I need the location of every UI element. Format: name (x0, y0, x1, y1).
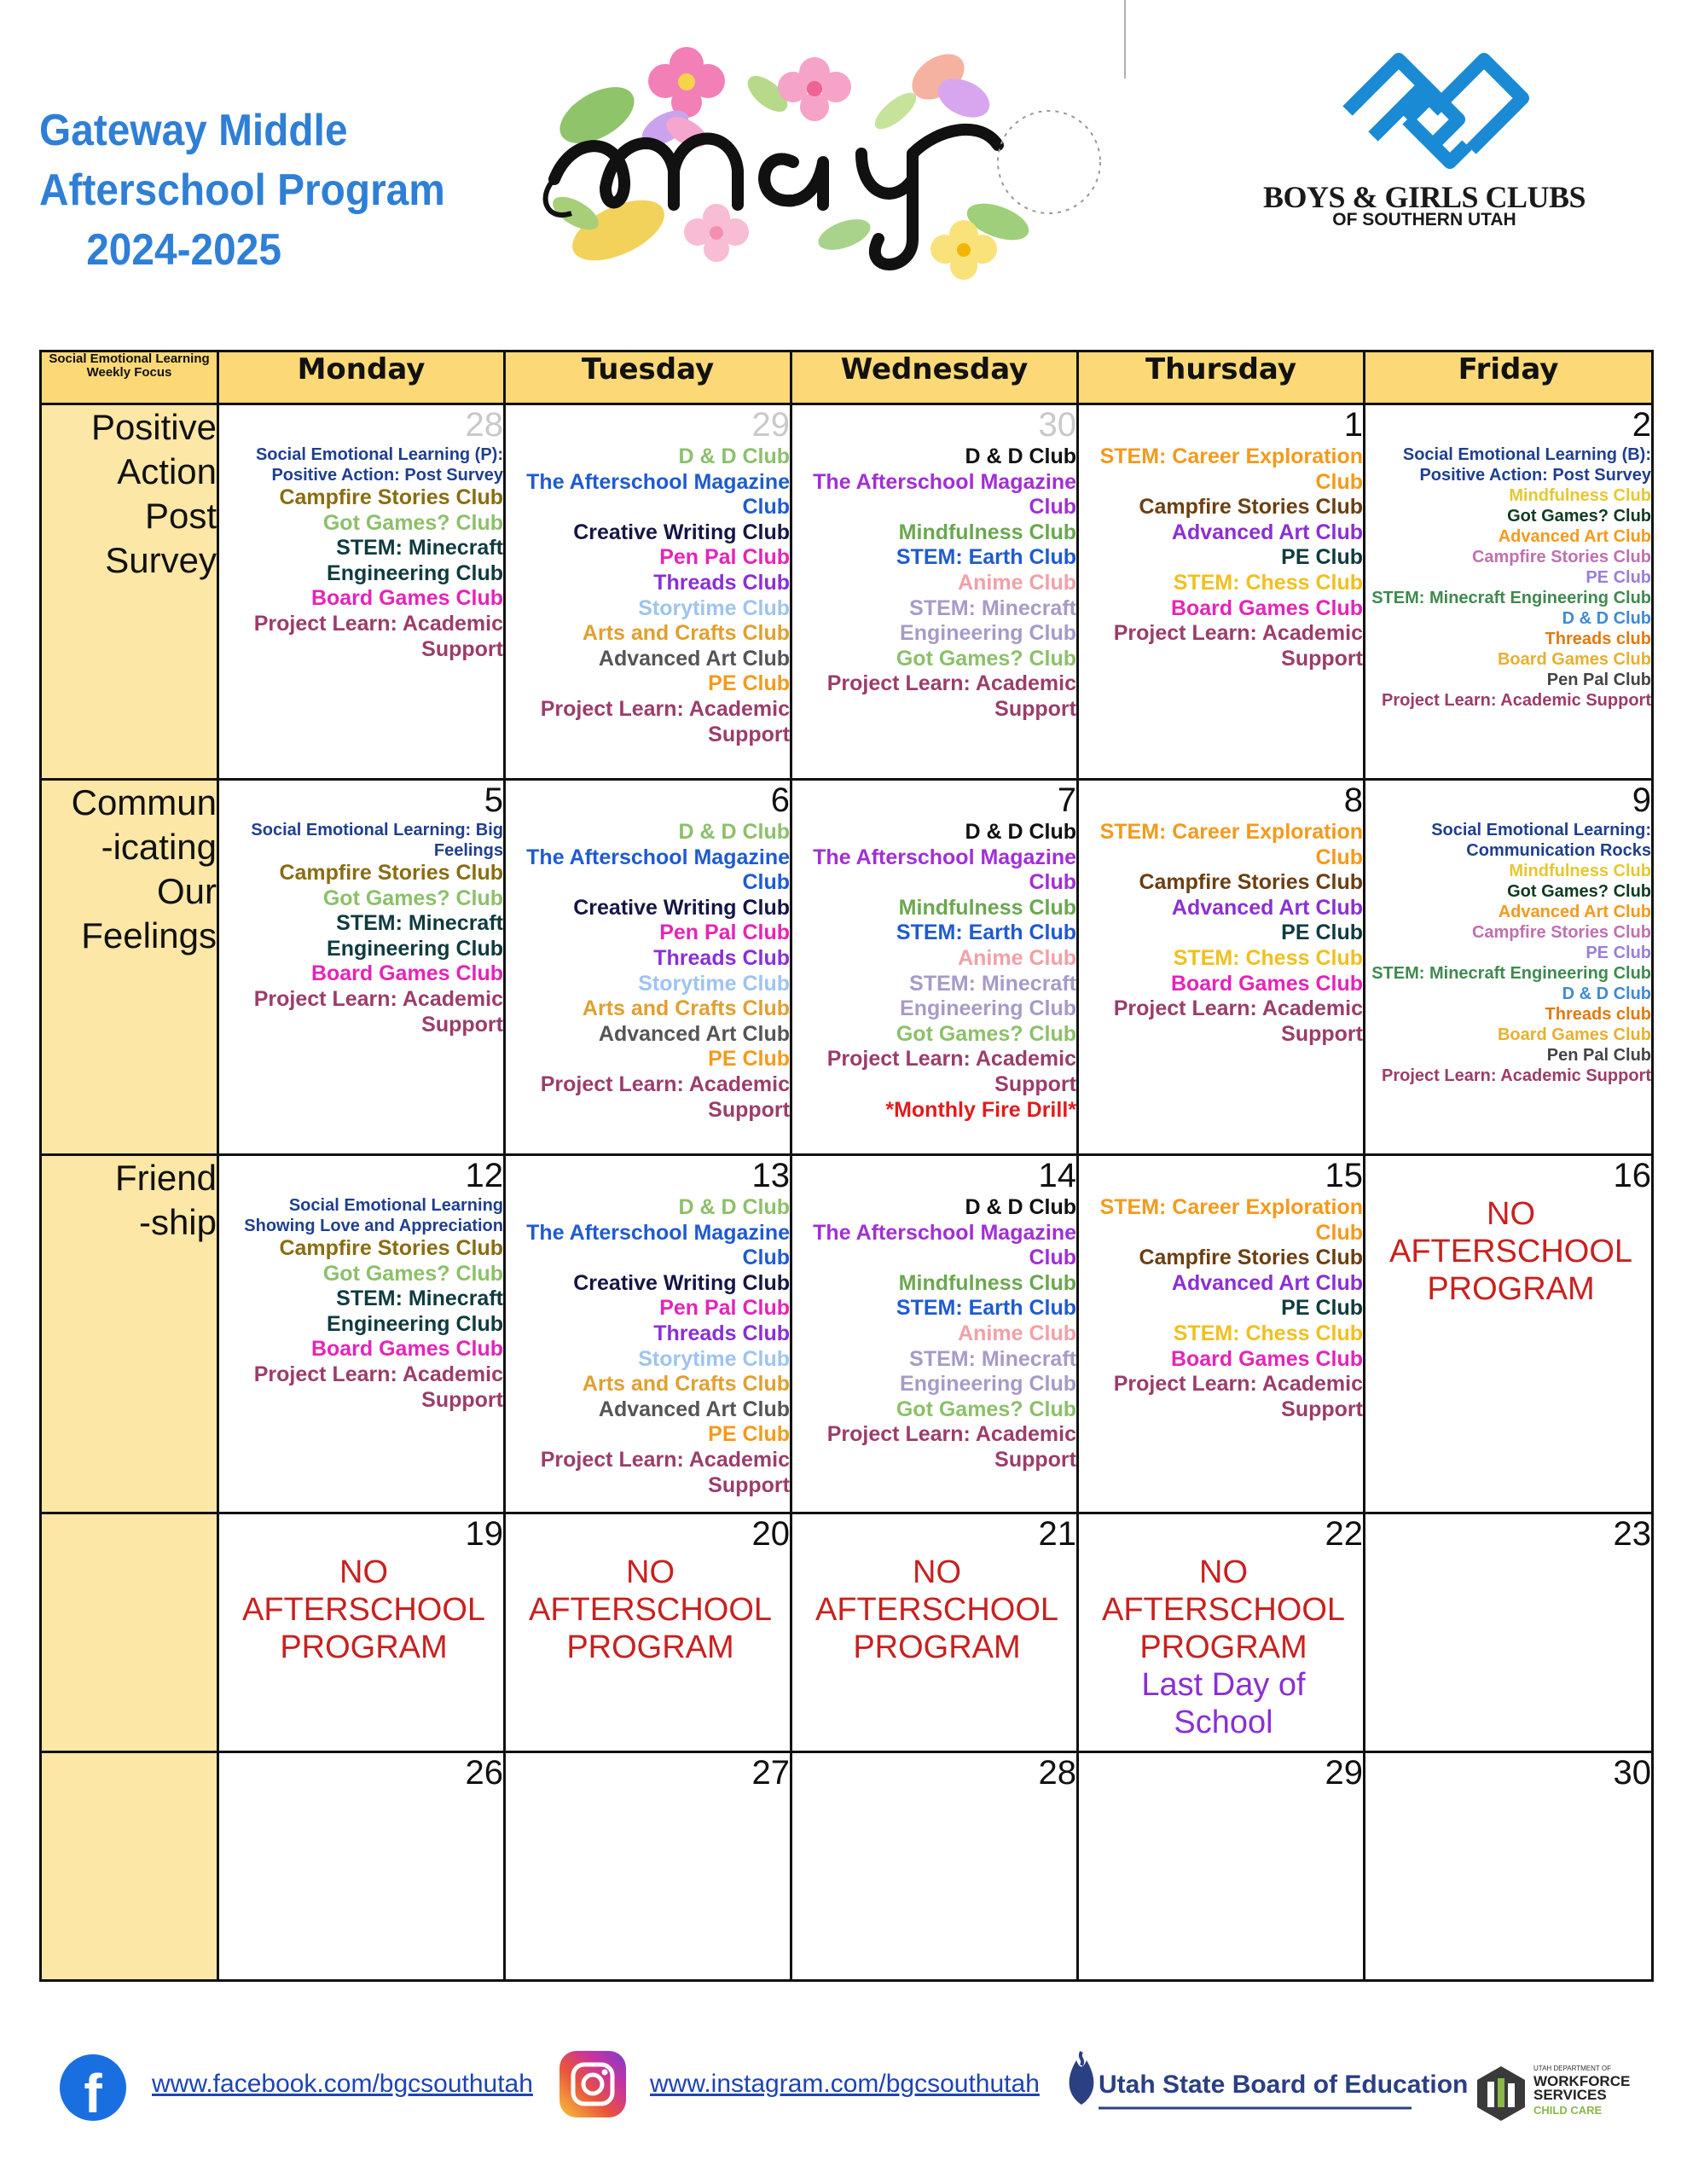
weekly-focus-cell (41, 1513, 218, 1752)
no-program-notice: AFTERSCHOOL (815, 1592, 1059, 1628)
club-event: Got Games? Club (896, 646, 1076, 671)
day-number: 16 (1613, 1157, 1651, 1194)
org-subtitle: OF SOUTHERN UTAH (1332, 210, 1516, 229)
club-event: The Afterschool Magazine Club (813, 469, 1076, 520)
day-number: 5 (484, 781, 503, 819)
club-event: Anime Club (958, 945, 1076, 970)
club-event: STEM: Earth Club (896, 1296, 1076, 1321)
calendar-table (39, 350, 1654, 1982)
top-divider (1124, 0, 1126, 78)
club-event: PE Club (1586, 944, 1651, 962)
no-program-notice: AFTERSCHOOL (528, 1592, 773, 1628)
day-number: 15 (1325, 1157, 1363, 1194)
club-event: Got Games? Club (1507, 507, 1651, 526)
facebook-icon[interactable]: f (60, 2054, 126, 2121)
club-event: STEM: Earth Club (896, 545, 1076, 570)
weekly-focus-cell (41, 404, 218, 780)
no-program-notice: NO (913, 1554, 961, 1590)
day-cell (791, 404, 1078, 780)
club-event: PE Club (708, 671, 790, 696)
day-number: 2 (1632, 406, 1651, 444)
facebook-link[interactable]: www.facebook.com/bgcsouthutah (152, 2070, 533, 2098)
dws-logo-icon (1475, 2065, 1527, 2123)
last-day-notice: Last Day of (1141, 1667, 1306, 1703)
club-event: Campfire Stories Club (1139, 870, 1363, 895)
club-event: Advanced Art Club (1171, 520, 1363, 544)
no-program-notice: AFTERSCHOOL (1101, 1592, 1346, 1628)
club-event: Social Emotional Learning Showing Love and Appreciation (244, 1196, 503, 1235)
instagram-icon[interactable] (559, 2051, 626, 2117)
club-event: STEM: Earth Club (896, 921, 1076, 945)
day-cell (1078, 780, 1365, 1155)
club-event: Board Games Club (1170, 971, 1363, 996)
day-cell (1078, 1752, 1365, 1981)
day-number: 28 (465, 406, 503, 444)
club-event: The Afterschool Magazine Club (526, 1220, 790, 1270)
club-event: Arts and Crafts Club (582, 621, 790, 646)
weekly-focus-line: Friend (114, 1158, 217, 1198)
weekly-focus-cell (41, 1155, 218, 1513)
may-floral-header-art (537, 34, 1117, 282)
club-event: Advanced Art Club (1498, 527, 1651, 546)
week-row (41, 1752, 1653, 1981)
club-event: Project Learn: Academic Support (540, 696, 790, 746)
club-event: STEM: Minecraft Engineering Club (327, 1287, 503, 1336)
last-day-notice: School (1174, 1705, 1273, 1740)
day-number: 19 (465, 1515, 503, 1553)
club-event: The Afterschool Magazine Club (813, 845, 1076, 895)
club-event: Got Games? Club (896, 1397, 1076, 1421)
leaf-icon (869, 87, 921, 136)
club-event: STEM: Minecraft Engineering Club (900, 595, 1076, 646)
club-event: Got Games? Club (896, 1021, 1076, 1046)
club-event: PE Club (708, 1422, 790, 1447)
club-event: Pen Pal Club (659, 545, 790, 570)
day-cell (505, 1155, 791, 1513)
club-event: STEM: Minecraft Engineering Club (327, 536, 503, 585)
club-event: Mindfulness Club (898, 1270, 1076, 1295)
no-program-notice: PROGRAM (280, 1629, 448, 1665)
club-event: Mindfulness Club (1509, 486, 1651, 505)
day-number: 28 (1038, 1754, 1076, 1792)
day-number: 20 (751, 1515, 790, 1553)
instagram-link[interactable]: www.instagram.com/bgcsouthutah (650, 2070, 1040, 2098)
day-cell (218, 780, 505, 1155)
day-header-monday: Monday (218, 351, 505, 404)
no-program-notice: PROGRAM (1139, 1629, 1307, 1665)
club-event: STEM: Career Exploration Club (1099, 820, 1363, 869)
no-program-notice: NO (1199, 1554, 1248, 1590)
club-event: Project Learn: Academic Support (540, 1072, 790, 1122)
club-event: Advanced Art Club (598, 1021, 790, 1046)
no-program-notice: AFTERSCHOOL (241, 1592, 486, 1628)
program-title-line2: Afterschool Program (39, 166, 445, 215)
club-event: Mindfulness Club (1509, 862, 1651, 880)
day-number: 12 (465, 1157, 503, 1194)
day-number: 30 (1038, 406, 1076, 444)
club-event: STEM: Chess Club (1173, 570, 1363, 595)
day-cell (505, 1752, 791, 1981)
day-cell (218, 404, 505, 780)
club-event: Pen Pal Club (659, 921, 790, 945)
program-year: 2024-2025 (86, 225, 281, 275)
weekly-focus-cell (41, 1752, 218, 1981)
club-event: Anime Club (958, 570, 1076, 595)
program-title-line1: Gateway Middle (39, 106, 348, 155)
day-cell (1078, 404, 1365, 780)
club-event: Pen Pal Club (659, 1296, 790, 1321)
club-event: Pen Pal Club (1546, 1046, 1651, 1065)
club-event: D & D Club (678, 1195, 790, 1219)
no-program-notice: NO (626, 1554, 675, 1590)
club-event: Project Learn: Academic Support (1113, 1372, 1363, 1421)
club-event: Project Learn: Academic Support (826, 1047, 1076, 1096)
club-event: Threads club (1545, 630, 1651, 648)
no-program-notice: NO (1487, 1196, 1535, 1232)
club-event: Social Emotional Learning (P): Positive Action: Post Survey (255, 445, 503, 485)
club-event: D & D Club (1562, 609, 1651, 628)
week-row (41, 404, 1653, 780)
day-cell (1365, 1752, 1653, 1981)
club-event: D & D Club (965, 1195, 1076, 1219)
club-event: Arts and Crafts Club (582, 996, 790, 1021)
club-event: STEM: Minecraft Engineering Club (900, 1346, 1076, 1397)
club-event: Project Learn: Academic Support (540, 1447, 790, 1497)
weekly-focus-line: Feelings (81, 915, 217, 956)
dws-title-line2: SERVICES (1533, 2087, 1607, 2103)
dws-child-care: CHILD CARE (1533, 2104, 1603, 2117)
day-number: 14 (1038, 1157, 1076, 1194)
leaf-icon (815, 213, 874, 256)
day-number: 6 (770, 781, 790, 819)
club-event: STEM: Minecraft Engineering Club (327, 911, 503, 961)
club-event: Anime Club (958, 1321, 1076, 1345)
club-event: Campfire Stories Club (1139, 1246, 1363, 1270)
club-event: *Monthly Fire Drill* (885, 1097, 1076, 1122)
club-event: Arts and Crafts Club (582, 1372, 790, 1397)
day-number: 21 (1038, 1515, 1076, 1553)
club-event: Board Games Club (1497, 1025, 1651, 1044)
club-event: Project Learn: Academic Support (1382, 1066, 1651, 1085)
dws-title-line1: WORKFORCE (1533, 2073, 1631, 2089)
day-cell (218, 1752, 505, 1981)
club-event: Creative Writing Club (573, 520, 790, 544)
weekly-focus-line: -icating (101, 827, 217, 867)
program-title (39, 101, 478, 280)
club-event: Advanced Art Club (1171, 1270, 1363, 1295)
day-header-tuesday: Tuesday (505, 351, 791, 404)
club-event: D & D Club (1562, 985, 1651, 1003)
club-event: Project Learn: Academic Support (826, 671, 1076, 721)
day-cell (791, 1513, 1078, 1752)
usbe-label: Utah State Board of Education (1099, 2071, 1469, 2099)
club-event: Got Games? Club (322, 1261, 503, 1286)
day-cell (505, 780, 791, 1155)
club-event: Board Games Club (1170, 1346, 1363, 1371)
day-cell (218, 1155, 505, 1513)
club-event: Social Emotional Learning: Big Feelings (251, 821, 503, 860)
club-event: Threads Club (653, 945, 790, 970)
club-event: The Afterschool Magazine Club (526, 469, 790, 520)
club-event: Board Games Club (1170, 595, 1363, 620)
no-program-notice: AFTERSCHOOL (1388, 1234, 1633, 1269)
club-event: Got Games? Club (322, 510, 503, 535)
club-event: Threads Club (653, 1321, 790, 1345)
day-cell (1078, 1155, 1365, 1513)
club-event: Project Learn: Academic Support (1382, 691, 1651, 710)
club-event: D & D Club (678, 444, 790, 468)
club-event: Project Learn: Academic Support (826, 1422, 1076, 1472)
day-cell (1365, 780, 1653, 1155)
weekly-focus-line: Commun (71, 782, 217, 822)
no-program-notice: PROGRAM (566, 1629, 734, 1665)
week-row (41, 780, 1653, 1155)
club-event: STEM: Minecraft Engineering Club (1371, 964, 1651, 983)
club-event: Storytime Club (638, 1346, 790, 1371)
club-event: Threads club (1545, 1005, 1651, 1024)
no-program-notice: NO (339, 1554, 388, 1590)
day-header-wednesday: Wednesday (791, 351, 1078, 404)
day-header-friday: Friday (1365, 351, 1653, 404)
club-event: STEM: Chess Club (1173, 1321, 1363, 1345)
day-cell (791, 1155, 1078, 1513)
day-cell (505, 1513, 791, 1752)
club-event: Campfire Stories Club (1471, 548, 1651, 566)
club-event: Got Games? Club (322, 886, 503, 910)
calendar-body (41, 404, 1653, 1981)
day-number: 13 (751, 1157, 790, 1194)
day-number: 9 (1632, 781, 1651, 819)
pink-flower-icon (684, 204, 749, 262)
club-event: D & D Club (678, 820, 790, 844)
club-event: Campfire Stories Club (279, 485, 503, 509)
no-program-notice: PROGRAM (1427, 1271, 1595, 1307)
club-event: Project Learn: Academic Support (253, 986, 503, 1037)
day-number: 7 (1057, 781, 1076, 819)
club-event: PE Club (1281, 921, 1363, 945)
week-row (41, 1513, 1653, 1752)
club-event: Campfire Stories Club (279, 1236, 503, 1260)
club-event: Creative Writing Club (573, 895, 790, 920)
day-cell (1365, 1513, 1653, 1752)
day-cell (1078, 1513, 1365, 1752)
day-number: 27 (751, 1754, 790, 1792)
dws-small-text: UTAH DEPARTMENT OF (1533, 2065, 1611, 2072)
club-event: Mindfulness Club (898, 895, 1076, 920)
club-event: The Afterschool Magazine Club (813, 1220, 1076, 1270)
butterfly-icon (904, 44, 996, 125)
org-name: BOYS & GIRLS CLUBS (1262, 180, 1586, 214)
club-event: Campfire Stories Club (1139, 495, 1363, 520)
day-cell (505, 404, 791, 780)
day-number: 26 (465, 1754, 503, 1792)
club-event: Pen Pal Club (1546, 671, 1651, 689)
club-event: Advanced Art Club (598, 646, 790, 671)
club-event: PE Club (1281, 1296, 1363, 1321)
club-event: Project Learn: Academic Support (253, 1362, 503, 1412)
club-event: Project Learn: Academic Support (1113, 996, 1363, 1046)
club-event: PE Club (1586, 568, 1651, 587)
no-program-notice: PROGRAM (853, 1629, 1021, 1665)
club-event: Mindfulness Club (898, 520, 1076, 544)
club-event: Project Learn: Academic Support (253, 611, 503, 661)
day-cell (1365, 1155, 1653, 1513)
club-event: STEM: Chess Club (1173, 945, 1363, 970)
day-cell (791, 780, 1078, 1155)
club-event: Project Learn: Academic Support (1113, 621, 1363, 671)
weekly-focus-line: Action (117, 451, 217, 491)
club-event: The Afterschool Magazine Club (526, 845, 790, 895)
club-event: Board Games Club (1497, 650, 1651, 669)
weekly-focus-line: Positive (90, 407, 217, 447)
club-event: Storytime Club (638, 971, 790, 996)
day-number: 29 (1325, 1754, 1363, 1792)
club-event: Threads Club (653, 570, 790, 595)
club-event: STEM: Minecraft Engineering Club (1371, 589, 1651, 607)
pink-flower-icon (778, 57, 851, 121)
day-number: 8 (1343, 781, 1363, 819)
weekly-focus-line: Survey (105, 540, 217, 580)
weekly-focus-cell (41, 780, 218, 1155)
day-number: 23 (1613, 1515, 1651, 1553)
day-cell (1365, 404, 1653, 780)
day-cell (218, 1513, 505, 1752)
weekly-focus-line: Post (144, 496, 217, 536)
club-event: D & D Club (965, 820, 1076, 844)
instagram-glyph-icon (559, 2051, 626, 2117)
club-event: STEM: Career Exploration Club (1099, 444, 1363, 494)
club-event: Social Emotional Learning (B): Positive Action: Post Survey (1402, 445, 1651, 485)
club-event: STEM: Minecraft Engineering Club (900, 971, 1076, 1021)
club-event: Storytime Club (638, 595, 790, 620)
club-event: D & D Club (965, 444, 1076, 468)
club-event: Board Games Club (310, 961, 503, 986)
club-event: Social Emotional Learning: Communication Rocks (1431, 821, 1651, 860)
week-row (41, 1155, 1653, 1513)
day-number: 1 (1343, 406, 1363, 444)
club-event: PE Club (708, 1047, 790, 1072)
club-event: Advanced Art Club (598, 1397, 790, 1421)
dws-title (1533, 2075, 1630, 2102)
day-cell (791, 1752, 1078, 1981)
day-number: 22 (1325, 1515, 1363, 1553)
weekly-focus-line: -ship (138, 1202, 217, 1242)
day-header-thursday: Thursday (1078, 351, 1365, 404)
focus-column-header: Social Emotional Learning Weekly Focus (41, 351, 218, 404)
day-number: 29 (751, 406, 790, 444)
club-event: Creative Writing Club (573, 1270, 790, 1295)
club-event: Advanced Art Club (1171, 895, 1363, 920)
club-event: Campfire Stories Club (279, 861, 503, 885)
club-event: PE Club (1281, 545, 1363, 570)
club-event: Board Games Club (310, 586, 503, 611)
weekly-focus-line: Our (156, 871, 217, 911)
club-event: Got Games? Club (1507, 882, 1651, 901)
club-event: Board Games Club (310, 1337, 503, 1362)
club-event: Campfire Stories Club (1471, 923, 1651, 942)
club-event: Advanced Art Club (1498, 903, 1651, 921)
day-number: 30 (1613, 1754, 1651, 1792)
club-event: STEM: Career Exploration Club (1099, 1195, 1363, 1245)
pink-flower-icon (648, 47, 725, 118)
